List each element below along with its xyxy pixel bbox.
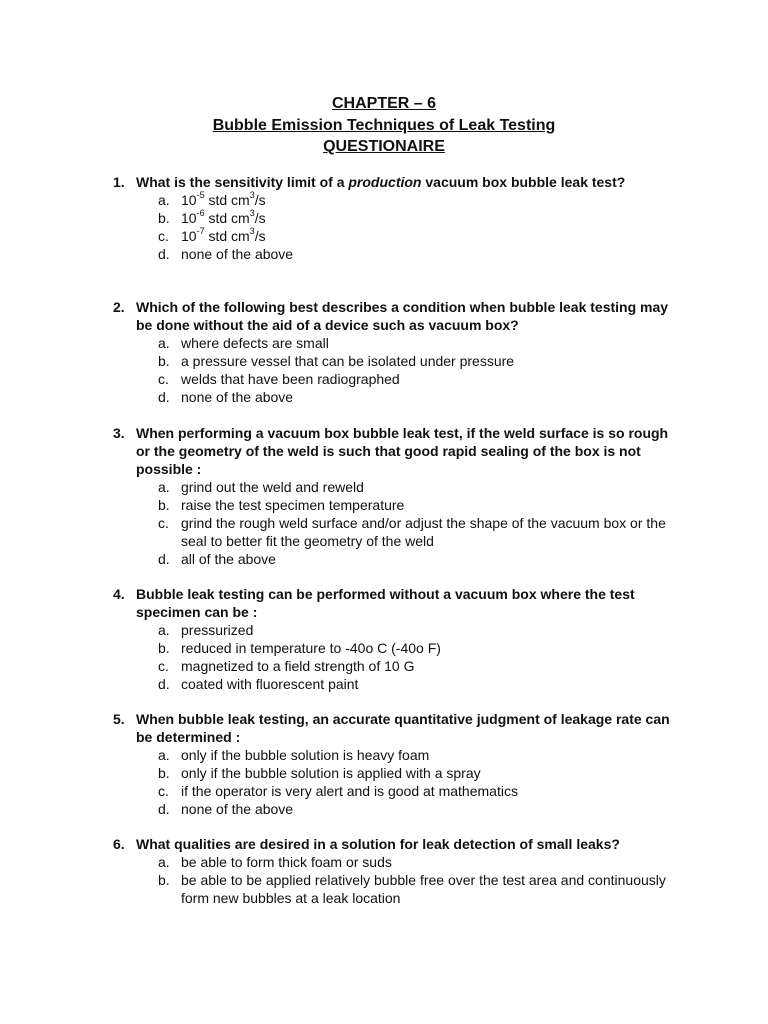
options-list xyxy=(113,334,673,406)
option-letter: a. xyxy=(158,854,170,870)
option-c xyxy=(113,227,673,245)
option-text: be able to form thick foam or suds xyxy=(181,854,392,870)
option-b xyxy=(113,871,673,907)
option-a xyxy=(113,621,673,639)
option-text: all of the above xyxy=(181,551,276,567)
option-text: raise the test specimen temperature xyxy=(181,497,405,513)
option-a xyxy=(113,478,673,496)
question-number: 6. xyxy=(113,836,125,852)
option-letter: a. xyxy=(158,335,170,351)
option-letter: d. xyxy=(158,389,170,405)
option-letter: a. xyxy=(158,622,170,638)
option-letter: b. xyxy=(158,210,170,226)
option-letter: a. xyxy=(158,479,170,495)
option-letter: c. xyxy=(158,228,169,244)
option-letter: d. xyxy=(158,551,170,567)
option-letter: b. xyxy=(158,765,170,781)
chapter-title: Bubble Emission Techniques of Leak Testing xyxy=(212,117,556,134)
options-list xyxy=(113,191,673,263)
option-letter: b. xyxy=(158,497,170,513)
option-letter: a. xyxy=(158,192,170,208)
option-unit-exponent: 3 xyxy=(249,208,255,219)
question-number: 5. xyxy=(113,711,125,727)
option-base: 10 xyxy=(181,192,197,208)
question-text-italic: production xyxy=(348,174,422,190)
options-list xyxy=(113,746,673,818)
option-text: only if the bubble solution is applied with a spray xyxy=(181,765,481,781)
question-text: What qualities are desired in a solution for leak detection of small leaks? xyxy=(136,836,620,852)
option-letter: b. xyxy=(158,640,170,656)
option-c xyxy=(113,370,673,388)
question-text: When performing a vacuum box bubble leak test, if the weld surface is so rough or the geometry of the weld is such that good rapid sealing of the box is not possible : xyxy=(136,425,669,477)
question-2 xyxy=(113,298,673,406)
option-text: pressurized xyxy=(181,622,254,638)
option-exponent: -7 xyxy=(196,226,205,237)
option-base: 10 xyxy=(181,228,197,244)
option-text: only if the bubble solution is heavy foam xyxy=(181,747,430,763)
option-unit: std cm xyxy=(204,192,250,208)
option-unit-tail: /s xyxy=(254,210,266,226)
options-list xyxy=(113,621,673,693)
option-text: none of the above xyxy=(181,246,294,262)
option-b xyxy=(113,352,673,370)
option-unit-exponent: 3 xyxy=(249,226,255,237)
option-text: where defects are small xyxy=(181,335,329,351)
question-4 xyxy=(113,585,673,693)
question-text: Which of the following best describes a condition when bubble leak testing may be done without the aid of a device such as vacuum box? xyxy=(136,299,669,333)
option-base: 10 xyxy=(181,210,197,226)
question-3 xyxy=(113,424,673,568)
option-c xyxy=(113,657,673,675)
option-letter: c. xyxy=(158,783,169,799)
option-letter: c. xyxy=(158,515,169,531)
option-unit-exponent: 3 xyxy=(249,190,255,201)
question-number: 1. xyxy=(113,174,125,190)
question-text: Bubble leak testing can be performed without a vacuum box where the test specimen can be : xyxy=(136,586,635,620)
option-letter: a. xyxy=(158,747,170,763)
option-letter: c. xyxy=(158,658,169,674)
option-d xyxy=(113,388,673,406)
option-letter: c. xyxy=(158,371,169,387)
option-text: grind out the weld and reweld xyxy=(181,479,364,495)
options-list xyxy=(113,478,673,568)
option-d xyxy=(113,550,673,568)
option-d xyxy=(113,675,673,693)
option-d xyxy=(113,800,673,818)
option-c xyxy=(113,782,673,800)
option-letter: b. xyxy=(158,353,170,369)
option-text: reduced in temperature to -40o C (-40o F) xyxy=(181,640,441,656)
option-text: be able to be applied relatively bubble free over the test area and continuously form new bubbles at a leak location xyxy=(181,872,666,906)
option-letter: b. xyxy=(158,872,170,888)
option-exponent: -5 xyxy=(196,190,205,201)
option-text: magnetized to a field strength of 10 G xyxy=(181,658,415,674)
option-unit-tail: /s xyxy=(254,228,266,244)
questionnaire-heading: QUESTIONAIRE xyxy=(323,138,445,155)
question-number: 3. xyxy=(113,425,125,441)
option-b xyxy=(113,496,673,514)
option-text: if the operator is very alert and is good at mathematics xyxy=(181,783,518,799)
question-1 xyxy=(113,173,673,263)
option-text: none of the above xyxy=(181,801,294,817)
options-list xyxy=(113,853,673,907)
option-exponent: -6 xyxy=(196,208,205,219)
chapter-heading: CHAPTER – 6 xyxy=(331,95,437,112)
option-text: welds that have been radiographed xyxy=(181,371,400,387)
option-letter: d. xyxy=(158,676,170,692)
option-letter: d. xyxy=(158,801,170,817)
option-letter: d. xyxy=(158,246,170,262)
option-a xyxy=(113,334,673,352)
option-b xyxy=(113,209,673,227)
option-a xyxy=(113,746,673,764)
question-text xyxy=(136,173,673,191)
option-b xyxy=(113,639,673,657)
question-number: 2. xyxy=(113,299,125,315)
question-6 xyxy=(113,835,673,907)
option-text: grind the rough weld surface and/or adjust the shape of the vacuum box or the seal to better fit the geometry of the weld xyxy=(181,515,666,549)
option-unit: std cm xyxy=(204,228,250,244)
option-d xyxy=(113,245,673,263)
question-text-part: What is the sensitivity limit of a xyxy=(136,174,349,190)
option-a xyxy=(113,191,673,209)
option-a xyxy=(113,853,673,871)
option-text: coated with fluorescent paint xyxy=(181,676,359,692)
option-c xyxy=(113,514,673,550)
option-text: none of the above xyxy=(181,389,294,405)
question-number: 4. xyxy=(113,586,125,602)
option-text: a pressure vessel that can be isolated under pressure xyxy=(181,353,515,369)
option-unit: std cm xyxy=(204,210,250,226)
question-text-part: vacuum box bubble leak test? xyxy=(421,174,626,190)
question-text: When bubble leak testing, an accurate quantitative judgment of leakage rate can be determined : xyxy=(136,711,670,745)
option-b xyxy=(113,764,673,782)
option-unit-tail: /s xyxy=(254,192,266,208)
question-5 xyxy=(113,710,673,818)
